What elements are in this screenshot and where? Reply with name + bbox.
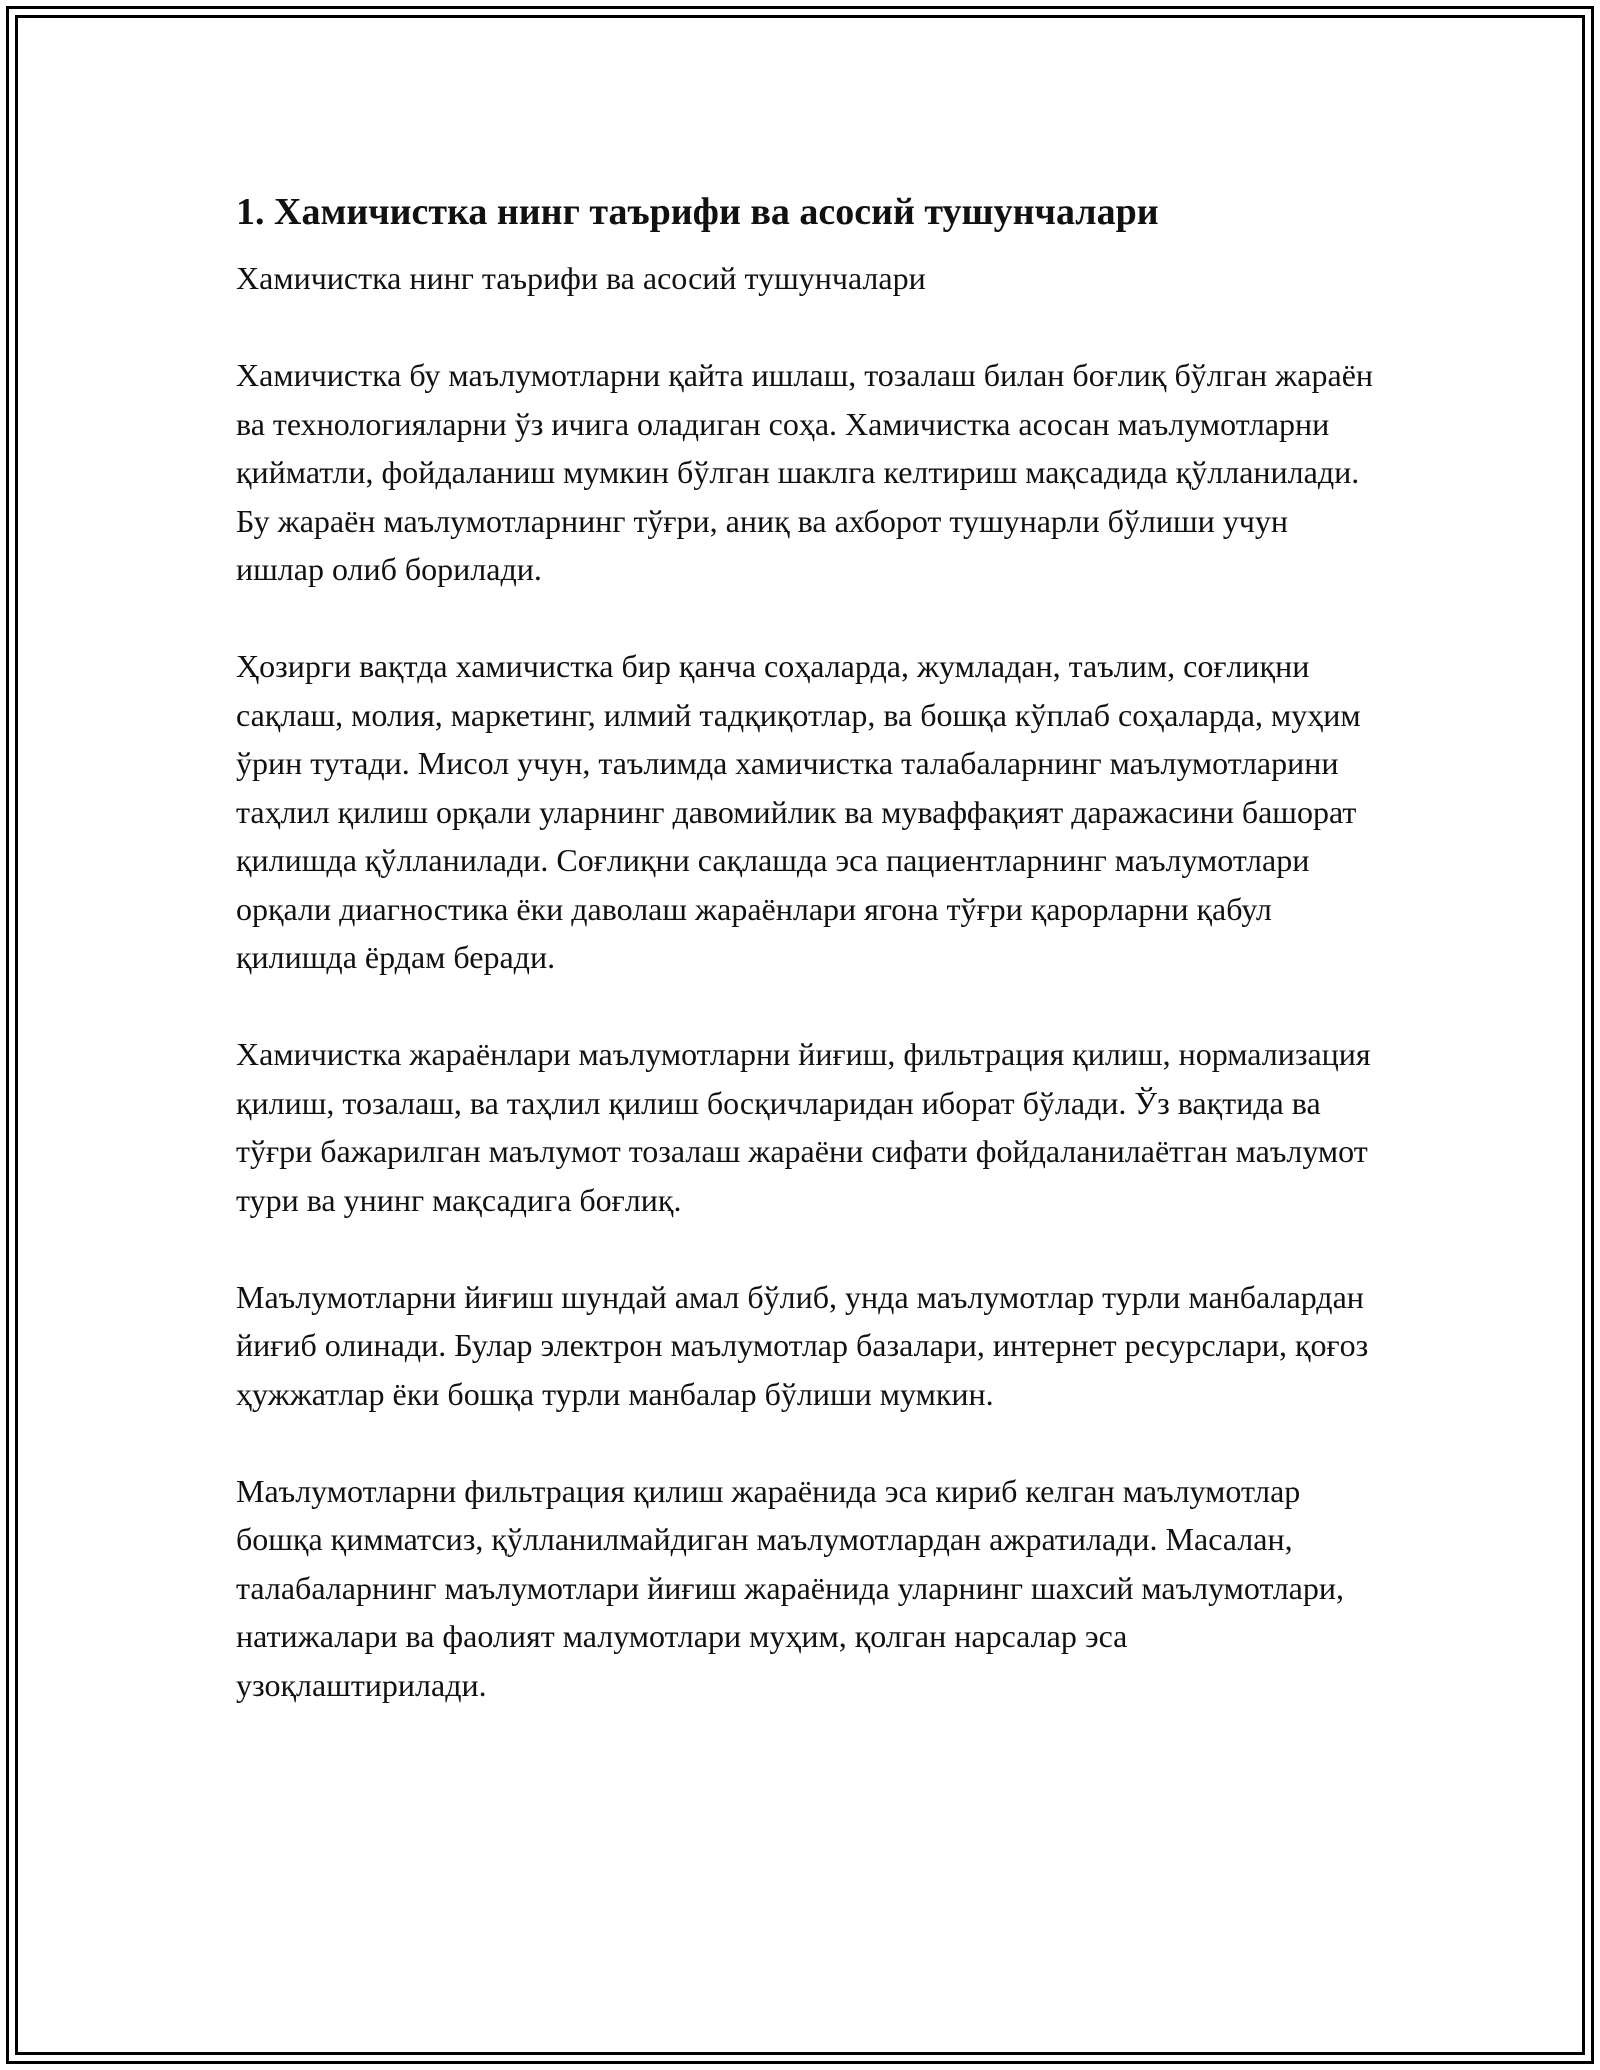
paragraph-data-collection: Маълумотларни йиғиш шундай амал бўлиб, унда маълумотлар турли манбалардан йиғиб олинади. Булар электрон маълумотлар базалари, интернет ресурслари, қоғоз ҳужжатлар ёки бошқа турли манбалар бўлиши мумкин. <box>236 1278 1369 1412</box>
paragraph-applications: Ҳозирги вақтда хамичистка бир қанча соҳаларда, жумладан, таълим, соғлиқни сақлаш, молия, маркетинг, илмий тадқиқотлар, ва бошқа кўплаб соҳаларда, муҳим ўрин тутади. Мисол учун, таълимда хамичистка талабаларнинг маълумотларини таҳлил қилиш орқали уларнинг давомийлик ва муваффақият даражасини башорат қилишда қўлланилади. Соғлиқни сақлашда эса пациентларнинг маълумотлари орқали диагностика ёки даволаш жараёнлари ягона тўғри қарорларни қабул қилишда ёрдам беради. <box>236 648 1361 975</box>
paragraph-data-filtering: Маълумотларни фильтрация қилиш жараёнида эса кириб келган маълумотлар бошқа қимматсиз, қўлланилмайдиган маълумотлардан ажратилади. Масалан, талабаларнинг маълумотлари йиғиш жараёнида уларнинг шахсий маълумотлари, натижалари ва фаолият малумотлари муҳим, қолган нарсалар эса узоқлаштирилади. <box>236 1472 1344 1703</box>
section-heading: 1. Хамичистка нинг таърифи ва асосий тушунчалари <box>236 191 1159 233</box>
paragraph-definition: Хамичистка бу маълумотларни қайта ишлаш, тозалаш билан боғлиқ бўлган жараён ва технологияларни ўз ичига оладиган соҳа. Хамичистка асосан маълумотларни қийматли, фойдаланиш мумкин бўлган шаклга келтириш мақсадида қўлланилади. Бу жараён маълумотларнинг тўғри, аниқ ва ахборот тушунарли бўлиши учун ишлар олиб борилади. <box>236 357 1374 587</box>
paragraph-process-stages: Хамичистка жараёнлари маълумотларни йиғиш, фильтрация қилиш, нормализация қилиш, тозалаш, ва таҳлил қилиш босқичларидан иборат бўлади. Ўз вақтида ва тўғри бажарилган маълумот тозалаш жараёни сифати фойдаланилаётган маълумот тури ва унинг мақсадига боғлиқ. <box>236 1036 1371 1218</box>
section-subtitle: Хамичистка нинг таърифи ва асосий тушунчалари <box>236 260 926 296</box>
document-body <box>236 180 1376 1709</box>
